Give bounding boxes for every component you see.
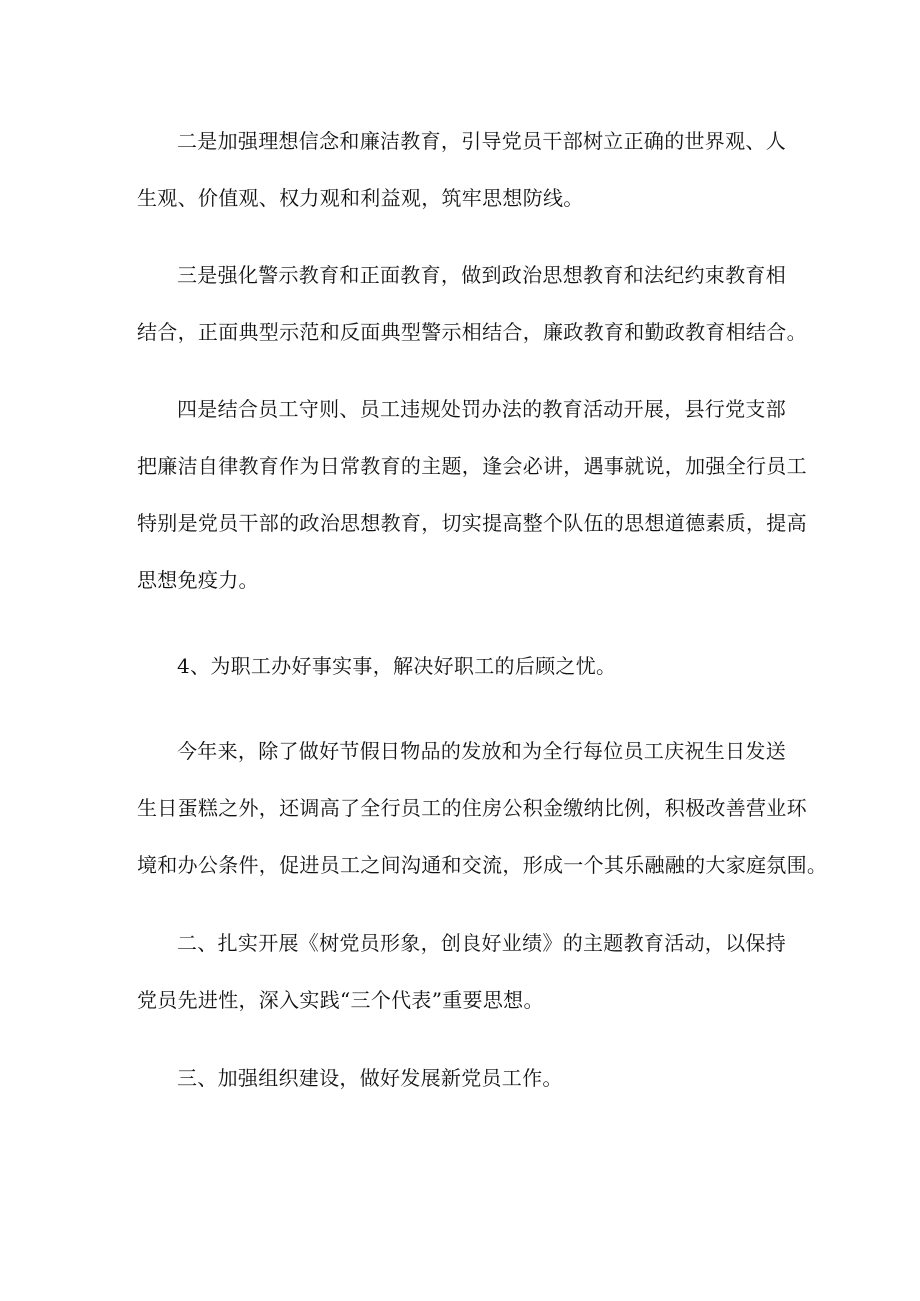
text-line: 4、为职工办好事实事，解决好职工的后顾之忧。 — [177, 654, 617, 678]
section-heading-staff-welfare — [137, 638, 792, 695]
paragraph-ideals-integrity-education — [137, 113, 792, 227]
text-line: 生日蛋糕之外，还调高了全行员工的住房公积金缴纳比例，积极改善营业环 — [137, 796, 807, 820]
text-line: 四是结合员工守则、员工违规处罚办法的教育活动开展，县行党支部 — [177, 397, 786, 421]
paragraph-employee-rules-education — [137, 381, 807, 609]
text-line: 生观、价值观、权力观和利益观，筑牢思想防线。 — [137, 186, 584, 210]
text-line: 三、加强组织建设，做好发展新党员工作。 — [177, 1066, 563, 1090]
paragraph-warning-education — [137, 247, 807, 361]
text-line: 境和办公条件，促进员工之间沟通和交流，形成一个其乐融融的大家庭氛围。 — [137, 853, 828, 877]
text-line: 今年来，除了做好节假日物品的发放和为全行每位员工庆祝生日发送 — [177, 739, 786, 763]
text-line: 把廉洁自律教育作为日常教育的主题，逢会必讲，遇事就说，加强全行员工 — [137, 454, 807, 478]
text-line: 二、扎实开展《树党员形象，创良好业绩》的主题教育活动，以保持 — [177, 931, 786, 955]
text-line: 结合，正面典型示范和反面典型警示相结合，廉政教育和勤政教育相结合。 — [137, 320, 807, 344]
text-line: 思想免疫力。 — [137, 568, 259, 592]
paragraph-staff-welfare-details — [137, 723, 828, 894]
text-line: 党员先进性，深入实践“三个代表”重要思想。 — [137, 988, 544, 1012]
text-line: 二是加强理想信念和廉洁教育，引导党员干部树立正确的世界观、人 — [177, 129, 786, 153]
section-heading-theme-education — [137, 915, 792, 1029]
text-line: 三是强化警示教育和正面教育，做到政治思想教育和法纪约束教育相 — [177, 263, 786, 287]
section-heading-organization-building — [137, 1050, 792, 1107]
text-line: 特别是党员干部的政治思想教育，切实提高整个队伍的思想道德素质，提高 — [137, 511, 807, 535]
